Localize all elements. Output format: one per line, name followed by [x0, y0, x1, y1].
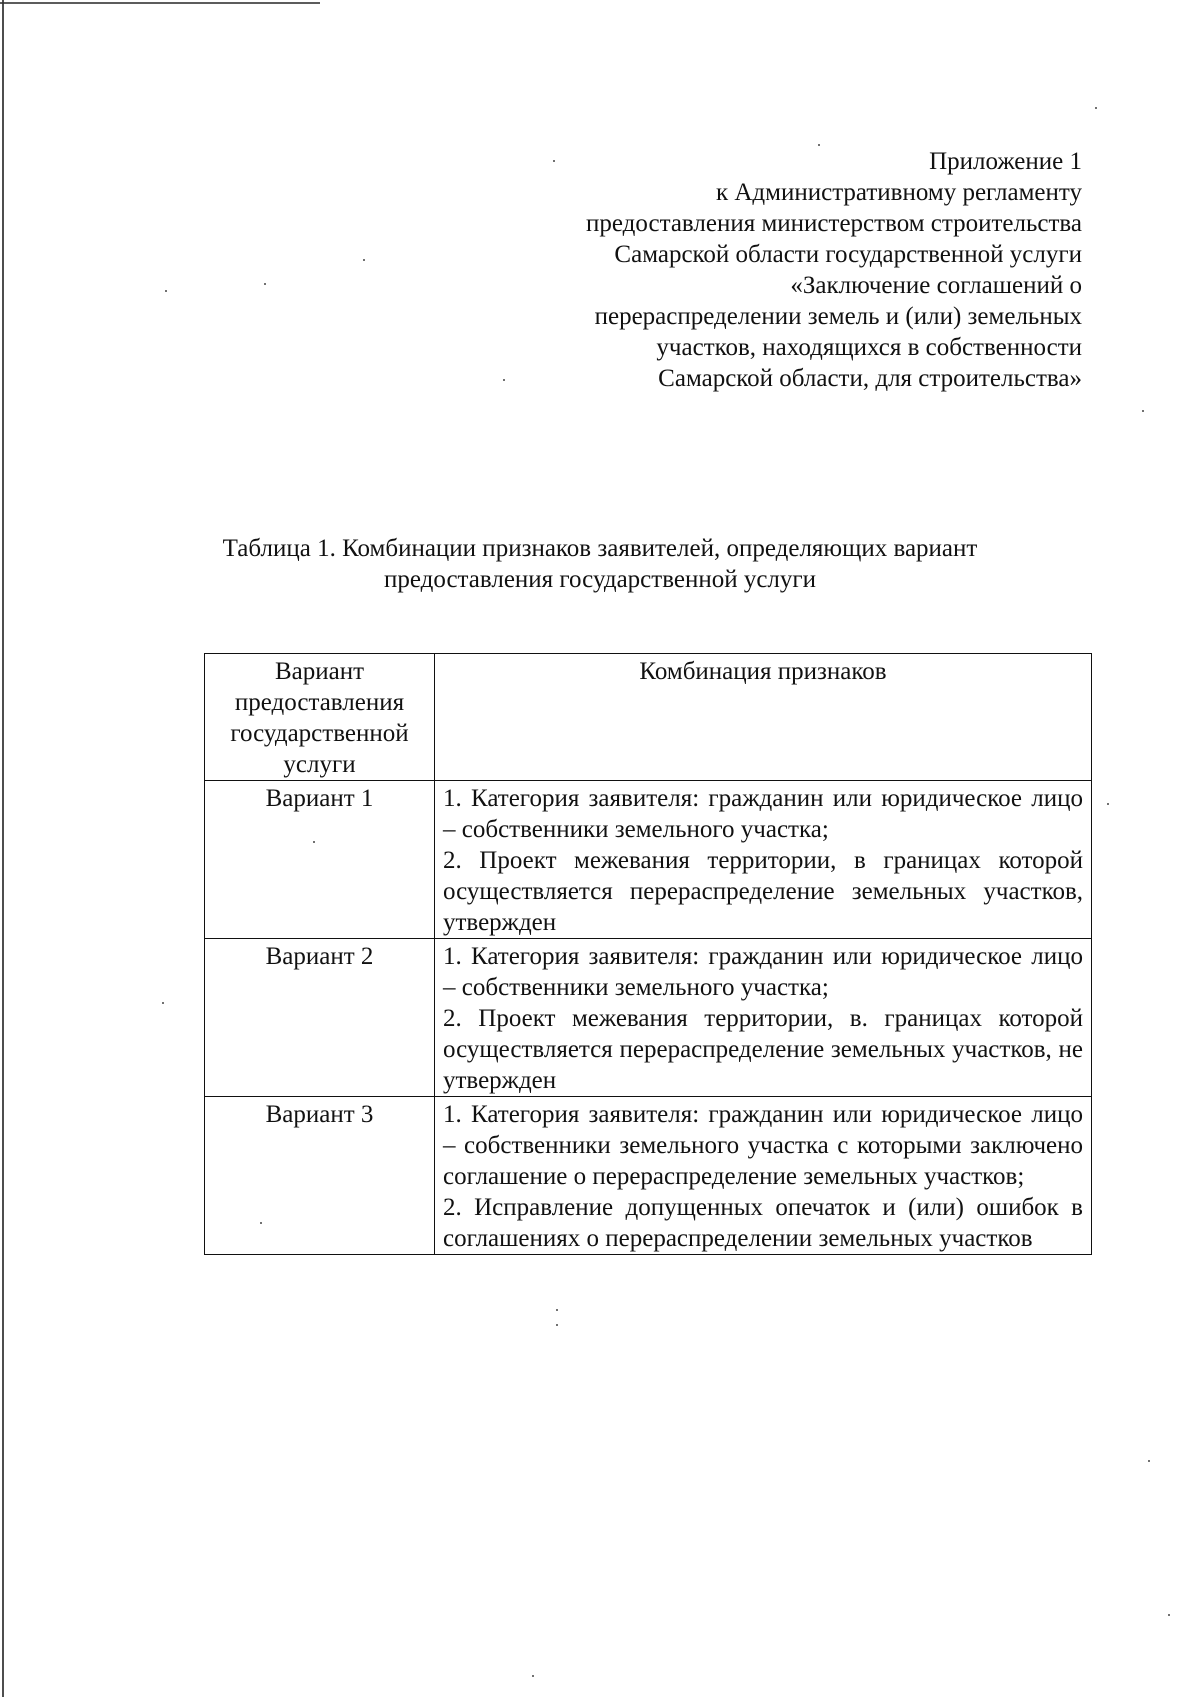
- combination-item: 1. Категория заявителя: гражданин или юридическое лицо – собственники земельного участка;: [443, 785, 1083, 843]
- header-variant: Вариант предоставления государственной услуги: [205, 654, 435, 781]
- appendix-line: к Административному регламенту: [715, 179, 1082, 206]
- table-caption-line: предоставления государственной услуги: [383, 566, 817, 593]
- scan-edge-left: [2, 0, 4, 1697]
- variants-table: [204, 653, 1092, 1255]
- appendix-line: перераспределении земель и (или) земельных: [594, 303, 1082, 330]
- scan-speck: [363, 259, 365, 261]
- scan-speck: [556, 1324, 558, 1326]
- combination-item: 1. Категория заявителя: гражданин или юридическое лицо – собственники земельного участка;: [443, 943, 1083, 1001]
- scan-speck: [1168, 1614, 1170, 1616]
- scan-speck: [532, 1675, 534, 1677]
- variant-cell: Вариант 1: [205, 781, 435, 939]
- scan-speck: [556, 1309, 558, 1311]
- appendix-line: предоставления министерством строительства: [586, 210, 1082, 237]
- variant-cell: Вариант 2: [205, 939, 435, 1097]
- appendix-line: «Заключение соглашений о: [790, 272, 1082, 299]
- header-combination: Комбинация признаков: [435, 654, 1092, 781]
- scan-speck: [1107, 803, 1109, 805]
- table-row: [205, 1097, 1092, 1255]
- combination-cell: [435, 781, 1092, 939]
- table-row: [205, 939, 1092, 1097]
- scan-edge-top: [0, 2, 320, 4]
- scan-speck: [503, 379, 505, 381]
- scan-speck: [264, 283, 266, 285]
- appendix-line: Самарской области, для строительства»: [658, 365, 1082, 392]
- scan-speck: [165, 290, 167, 292]
- table-caption-line: Таблица 1. Комбинации признаков заявителей, определяющих вариант: [222, 535, 978, 562]
- combination-cell: [435, 1097, 1092, 1255]
- combination-item: 2. Исправление допущенных опечаток и (или) ошибок в соглашениях о перераспределении земельных участков: [443, 1194, 1083, 1252]
- scan-speck: [1148, 1460, 1150, 1462]
- scan-speck: [162, 1002, 164, 1004]
- table-header-row: [205, 654, 1092, 781]
- appendix-header: [522, 146, 1082, 394]
- appendix-line: Самарской области государственной услуги: [614, 241, 1082, 268]
- appendix-line: Приложение 1: [929, 148, 1082, 175]
- scan-speck: [1095, 107, 1097, 109]
- variant-cell: Вариант 3: [205, 1097, 435, 1255]
- table-row: [205, 781, 1092, 939]
- combination-item: 1. Категория заявителя: гражданин или юридическое лицо – собственники земельного участка с которыми заключено соглашение о перераспределение земельных участков;: [443, 1101, 1083, 1190]
- scan-speck: [1142, 410, 1144, 412]
- combination-item: 2. Проект межевания территории, в границах которой осуществляется перераспределение земельных участков, утвержден: [443, 847, 1083, 936]
- combination-item: 2. Проект межевания территории, в. границах которой осуществляется перераспределение земельных участков, не утвержден: [443, 1005, 1083, 1094]
- combination-cell: [435, 939, 1092, 1097]
- appendix-line: участков, находящихся в собственности: [656, 334, 1082, 361]
